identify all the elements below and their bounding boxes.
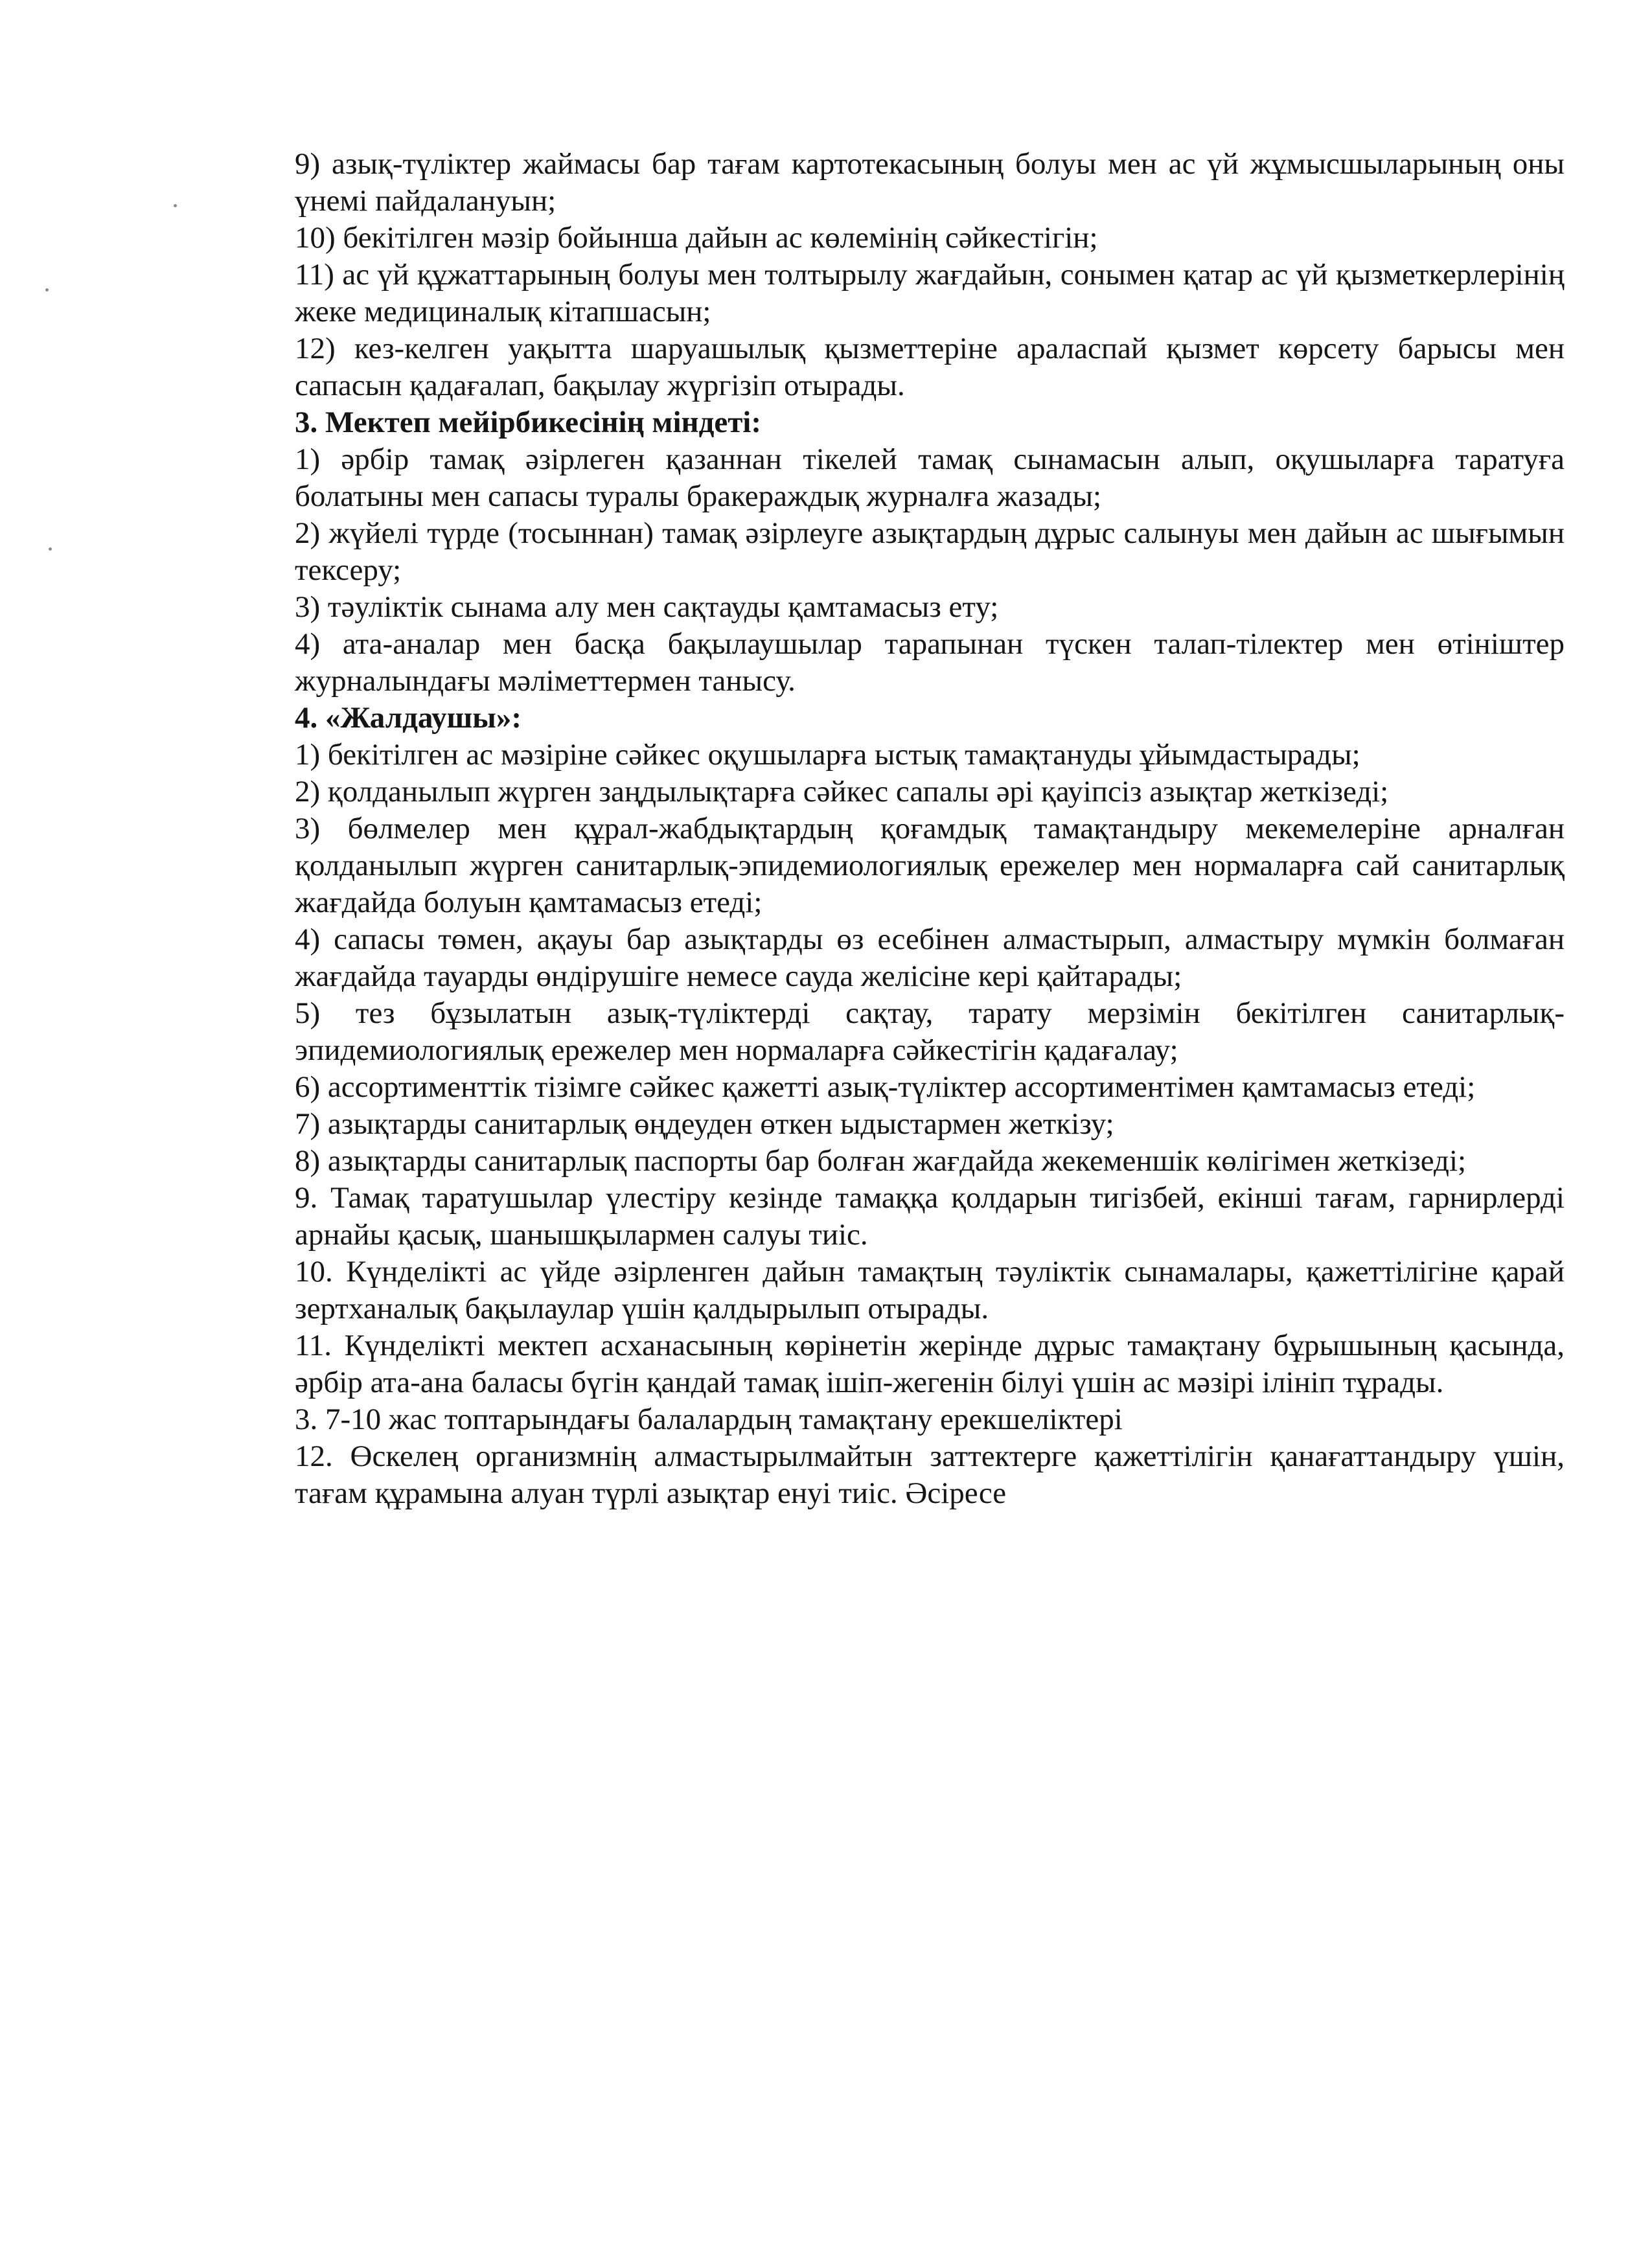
paragraph: 4) ата-аналар мен басқа бақылаушылар тарапынан түскен талап-тілектер мен өтініштер журналындағы мәліметтермен танысу. bbox=[295, 627, 1565, 698]
paragraph: 12. Өскелең организмнің алмастырылмайтын заттектерге қажеттілігін қанағаттандыру үшін, тағам құрамына алуан түрлі азықтар енуі тиіс. Әсіресе bbox=[295, 1439, 1565, 1510]
paragraph: 5) тез бұзылатын азық-түліктерді сақтау, тарату мерзімін бекітілген санитарлық-эпидемиологиялық ережелер мен нормаларға сәйкестігін қадағалау; bbox=[295, 996, 1565, 1067]
paragraph: 9) азық-түліктер жаймасы бар тағам картотекасының болуы мен ас үй жұмысшыларының оны үнемі пайдалануын; bbox=[295, 147, 1565, 218]
document-body bbox=[295, 146, 1565, 1512]
paragraph: 12) кез-келген уақытта шаруашылық қызметтеріне араласпай қызмет көрсету барысы мен сапасын қадағалап, бақылау жүргізіп отырады. bbox=[295, 332, 1565, 402]
paragraph: 2) жүйелі түрде (тосыннан) тамақ әзірлеуге азықтардың дұрыс салынуы мен дайын ас шығымын тексеру; bbox=[295, 516, 1565, 587]
paragraph: 11. Күнделікті мектеп асханасының көрінетін жерінде дұрыс тамақтану бұрышының қасында, әрбір ата-ана баласы бүгін қандай тамақ ішіп-жегенін білуі үшін ас мәзірі ілініп тұрады. bbox=[295, 1329, 1565, 1399]
paragraph: 3. 7-10 жас топтарындағы балалардың тамақтану ерекшеліктері bbox=[295, 1403, 1123, 1436]
paragraph: 4) сапасы төмен, ақауы бар азықтарды өз есебінен алмастырып, алмастыру мүмкін болмаған жағдайда тауарды өндірушіге немесе сауда желісіне кері қайтарады; bbox=[295, 922, 1565, 993]
paragraph: 6) ассортименттік тізімге сәйкес қажетті азық-түліктер ассортиментімен қамтамасыз етеді; bbox=[295, 1070, 1476, 1104]
scan-speck bbox=[49, 547, 52, 551]
section-heading: 4. «Жалдаушы»: bbox=[295, 701, 522, 735]
paragraph: 2) қолданылып жүрген заңдылықтарға сәйкес сапалы әрі қауіпсіз азықтар жеткізеді; bbox=[295, 775, 1389, 808]
paragraph: 9. Тамақ таратушылар үлестіру кезінде тамаққа қолдарын тигізбей, екінші тағам, гарнирлерді арнайы қасық, шанышқылармен салуы тиіс. bbox=[295, 1181, 1565, 1252]
paragraph: 8) азықтарды санитарлық паспорты бар болған жағдайда жекеменшік көлігімен жеткізеді; bbox=[295, 1144, 1467, 1178]
paragraph: 7) азықтарды санитарлық өңдеуден өткен ыдыстармен жеткізу; bbox=[295, 1107, 1114, 1141]
scan-speck bbox=[45, 288, 49, 292]
paragraph: 10) бекітілген мәзір бойынша дайын ас көлемінің сәйкестігін; bbox=[295, 221, 1098, 255]
paragraph: 3) бөлмелер мен құрал-жабдықтардың қоғамдық тамақтандыру мекемелеріне арналған қолданылып жүрген санитарлық-эпидемиологиялық ережелер мен нормаларға сай санитарлық жағдайда болуын қамтамасыз етеді; bbox=[295, 812, 1565, 919]
paragraph: 3) тәуліктік сынама алу мен сақтауды қамтамасыз ету; bbox=[295, 590, 999, 624]
paragraph: 1) бекітілген ас мәзіріне сәйкес оқушыларға ыстық тамақтануды ұйымдастырады; bbox=[295, 738, 1360, 772]
paragraph: 1) әрбір тамақ әзірлеген қазаннан тікелей тамақ сынамасын алып, оқушыларға таратуға болатыны мен сапасы туралы бракераждық журналға жазады; bbox=[295, 442, 1565, 513]
scan-speck bbox=[174, 204, 177, 207]
section-heading: 3. Мектеп мейірбикесінің міндеті: bbox=[295, 406, 762, 439]
paragraph: 10. Күнделікті ас үйде әзірленген дайын тамақтың тәуліктік сынамалары, қажеттілігіне қарай зертханалық бақылаулар үшін қалдырылып отырады. bbox=[295, 1255, 1565, 1325]
paragraph: 11) ас үй құжаттарының болуы мен толтырылу жағдайын, сонымен қатар ас үй қызметкерлерінің жеке медициналық кітапшасын; bbox=[295, 258, 1565, 328]
